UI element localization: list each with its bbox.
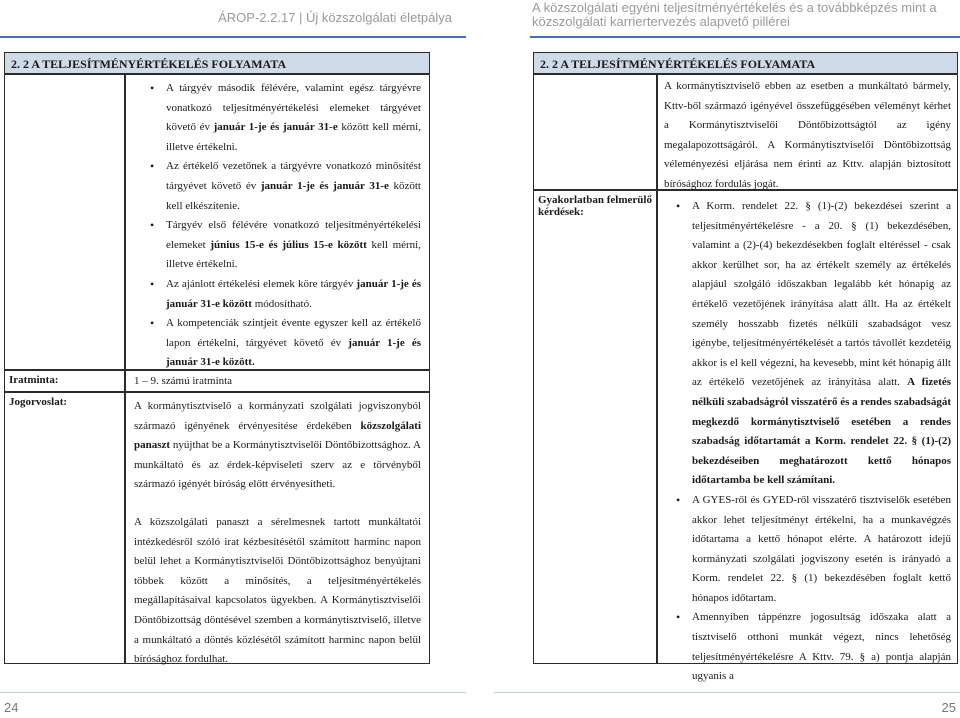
gyakorlati-label: Gyakorlatban felmerülő kérdések: (533, 190, 657, 664)
left-bullet-item (142, 79, 421, 157)
right-bullet-run: Amennyiben táppénzre jogosultság időszaka alatt a tisztviselő otthoni munkát végezt, nincs lehetőség teljesítményértékelésre A Kttv. 79. § a) pontja alapján ugyanis a (692, 611, 951, 683)
jogorvoslat-label: Jogorvoslat: (4, 392, 125, 664)
jogorvoslat-p1-run: nyújthat be a Kormánytisztviselői Döntőbizottsághoz. A munkáltató és az érdek-képviseleti szerv az e törvényből származó igényét bíróság előtt érvényesítheti. (134, 439, 421, 491)
left-bullets-cell (125, 74, 430, 370)
left-bullet-run: A kompetenciák szintjeit évente egyszer kell az értékelő lapon értékelni, tárgyévet követő év (166, 317, 421, 349)
jogorvoslat-p1-run: A kormánytisztviselő a kormányzati szolgálati jogviszonyból származó igényének érvényesítése érdekében (134, 400, 421, 432)
left-bullet-item (142, 157, 421, 216)
page-number-left: 24 (4, 700, 19, 715)
right-bullet-list (668, 197, 951, 687)
right-intro-paragraph (664, 77, 951, 195)
right-bullet-run: A GYES-ről és GYED-ről visszatérő tisztviselők esetében akkor lehet teljesítményt értékelni, ha a munkavégzés időtartama a kettő hónapot elérte. A határozott idejű kormányzati szolgálati jogviszony esetén is irányadó a Korm. rendelet 22. § (1) bekezdésében foglalt kettő hónapos időtartam. (692, 493, 951, 604)
left-bullet-run: Az ajánlott értékelési elemek köre tárgyév (166, 277, 357, 290)
header-left (0, 0, 480, 34)
right-bullet-item (668, 608, 951, 686)
right-intro-cell (657, 74, 958, 190)
header-rule-left (0, 36, 466, 38)
left-bullet-item (142, 216, 421, 275)
page-number-right: 25 (941, 700, 956, 715)
left-bullet-run: Tárgyév első félévére vonatkozó teljesítményértékelési elemeket (166, 219, 421, 251)
footer-rule-left (0, 692, 466, 693)
iratminta-value: 1 – 9. számú iratminta (125, 370, 430, 392)
section-title-left: 2. 2 A TELJESÍTMÉNYÉRTÉKELÉS FOLYAMATA (4, 52, 430, 74)
left-bullet-run: A tárgyév második félévére, valamint egész tárgyévre vonatkozó teljesítményértékelési elemeket tárgyévet követő év (166, 82, 421, 134)
left-bullet-run: között kell elkészítenie. (166, 179, 421, 212)
iratminta-label: Iratminta: (4, 370, 125, 392)
left-bullet-item (142, 314, 421, 373)
left-label-cell-empty (4, 74, 125, 370)
right-intro-run: A kormánytisztviselő ebben az esetben a munkáltató bármely, Kttv-ből származó igényével összefüggésében véleményt kérhet a Kormánytisztviselői Döntőbizottságtól az igény megalapozottságáról. A Kormánytisztviselői Döntőbizottság véleményezési eljárása nem érinti az Kttv. alapján biztosított bírósághoz fordulás jogát. (664, 80, 951, 190)
header-rule-right (530, 36, 960, 38)
right-bullet-item (668, 491, 951, 609)
jogorvoslat-paragraph-2 (134, 513, 421, 670)
left-bullet-run: január 1-je és január 31-e (260, 179, 389, 192)
left-bullet-run: módosítható. (251, 297, 312, 310)
right-bullets-cell (657, 190, 958, 683)
header-right-line1: A közszolgálati egyéni teljesítményértékelés és a továbbképzés mint a (532, 0, 937, 15)
header-left-title: ÁROP-2.2.17 | Új közszolgálati életpálya (218, 10, 452, 25)
jogorvoslat-p2-run: A közszolgálati panaszt a sérelmesnek tartott munkáltatói intézkedésről szóló irat kézbesítésétől számított harminc napon belül lehet a Kormánytisztviselői Döntőbizottsághoz benyújtani többek között a minősítés, a teljesítményértékelés megállapításaival kapcsolatos ügyekben. A Kormánytisztviselői Döntőbizottság döntésével szemben a kormánytisztviselő, illetve a munkáltató a döntés közlésétől számított harminc napon belül bírósághoz fordulhat. (134, 515, 421, 666)
left-bullet-run: január 1-je és január 31-e között (166, 277, 421, 310)
left-bullet-item (142, 275, 421, 314)
jogorvoslat-p1-run: közszolgálati panaszt (134, 419, 421, 452)
left-bullet-run: január 1-je és január 31-e között. (166, 336, 421, 369)
right-bullet-run: A fizetés nélküli szabadságról visszatérő és a rendes szabadságát megkezdő kormánytisztviselő esetében a rendes szabadság időtartamát a Korm. rendelet 22. § (1)-(2) bekezdéseiben meghatározott kettő hónapos időtartamba be kell számítani. (692, 376, 951, 487)
jogorvoslat-cell (125, 392, 430, 664)
footer-rule-right (494, 692, 960, 693)
right-bullet-run: A Korm. rendelet 22. § (1)-(2) bekezdései szerint a teljesítményértékelésre - a 20. § (1) bekezdésében, valamint a (2)-(4) bekezdésekben foglalt eltéréssel - csak akkor kerülhet sor, ha az értékelt személy az értékelés alapjául szolgáló időszakban legalább két hónapig az értékelő vezetőjének irányítása alatt állt. Ha az értékelt személy hosszabb fizetés nélküli szabadságot vesz igénybe, teljesítményértékelését a tartós távollét kezdetéig akkor is el kell végezni, ha kevesebb, mint két hónapig állt az értékelő vezetőjének az irányítása alatt. (692, 200, 951, 389)
left-bullet-run: között kell mérni, illetve értékelni. (166, 121, 421, 153)
left-bullet-run: január 1-je és január 31-e (213, 121, 338, 134)
left-bullet-run: kell mérni, illetve értékelni. (166, 238, 421, 271)
header-right-line2: közszolgálati karriertervezés alapvető pillérei (532, 14, 790, 29)
header-right (480, 0, 960, 34)
section-title-right: 2. 2 A TELJESÍTMÉNYÉRTÉKELÉS FOLYAMATA (533, 52, 958, 74)
left-bullet-run: Az értékelő vezetőnek a tárgyévre vonatkozó minősítést tárgyévet követő év (166, 160, 421, 192)
left-bullet-run: június 15-e és július 15-e között (210, 238, 367, 251)
left-bullet-list (142, 79, 421, 373)
right-label-cell-empty (533, 74, 657, 190)
right-bullet-item (668, 197, 951, 491)
jogorvoslat-paragraph-1 (134, 397, 421, 495)
